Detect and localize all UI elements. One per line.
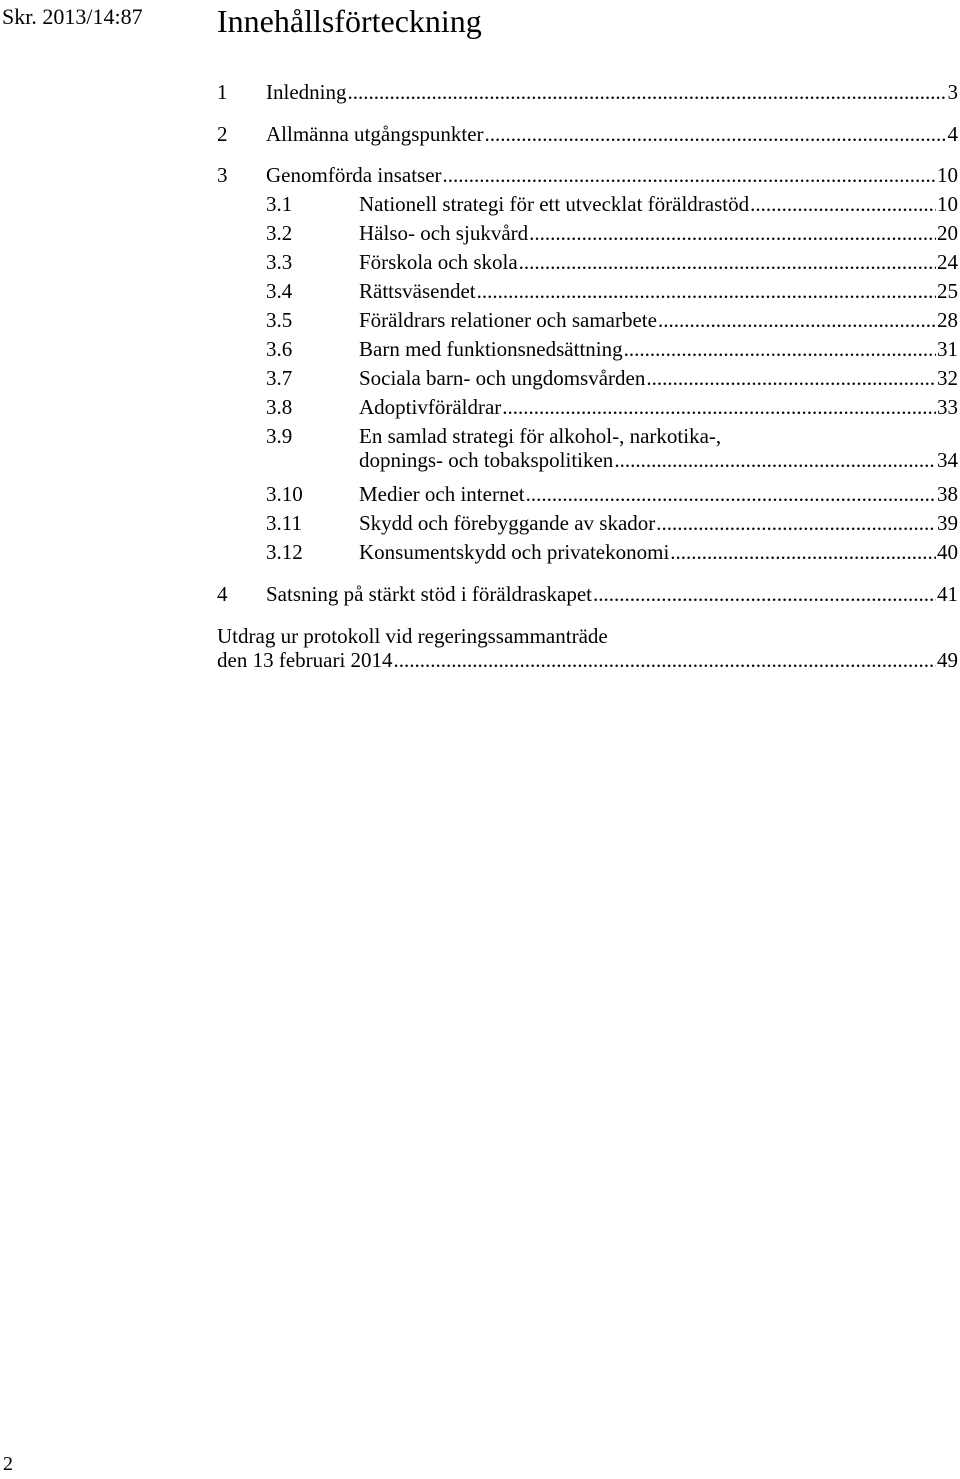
toc-number: 3.6 <box>266 337 293 361</box>
toc-number: 3.11 <box>266 511 302 535</box>
toc-entry-3-11[interactable] <box>266 511 958 535</box>
dot-leader <box>658 308 936 332</box>
toc-number: 3.5 <box>266 308 293 332</box>
toc-title: Barn med funktionsnedsättning <box>359 337 623 361</box>
toc-page-number: 3 <box>947 80 958 104</box>
dot-leader <box>347 80 946 104</box>
toc-entry-protocol-extract[interactable] <box>217 624 958 672</box>
toc-entry-3-6[interactable] <box>266 337 958 361</box>
toc-page-number: 32 <box>937 366 958 390</box>
toc-title: Allmänna utgångspunkter <box>266 122 484 146</box>
toc-title: Förskola och skola <box>359 250 518 274</box>
toc-page-number: 39 <box>937 511 958 535</box>
toc-entry-3-12[interactable] <box>266 540 958 564</box>
dot-leader <box>443 163 936 187</box>
toc-title: Rättsväsendet <box>359 279 476 303</box>
dot-leader <box>394 648 936 672</box>
toc-entry-2[interactable] <box>217 122 958 146</box>
toc-number: 3.8 <box>266 395 293 419</box>
toc-page-number: 34 <box>937 448 958 472</box>
toc-entry-3-10[interactable] <box>266 482 958 506</box>
toc-page-number: 25 <box>937 279 958 303</box>
document-id: Skr. 2013/14:87 <box>2 4 143 29</box>
toc-number: 3.4 <box>266 279 293 303</box>
toc-number: 3.10 <box>266 482 303 506</box>
toc-number: 3.9 <box>266 424 293 448</box>
dot-leader <box>646 366 936 390</box>
toc-page-number: 38 <box>937 482 958 506</box>
toc-number: 3.1 <box>266 192 293 216</box>
toc-title: Inledning <box>266 80 347 104</box>
dot-leader <box>624 337 936 361</box>
toc-page-number: 10 <box>937 163 958 187</box>
toc-number: 3.7 <box>266 366 293 390</box>
toc-page-number: 28 <box>937 308 958 332</box>
toc-entry-3-5[interactable] <box>266 308 958 332</box>
dot-leader <box>477 279 936 303</box>
toc-entry-4[interactable] <box>217 582 958 606</box>
toc-title: Konsumentskydd och privatekonomi <box>359 540 670 564</box>
toc-title: Sociala barn- och ungdomsvården <box>359 366 646 390</box>
dot-leader <box>614 448 936 472</box>
toc-number: 3.2 <box>266 221 293 245</box>
toc-entry-3-1[interactable] <box>266 192 958 216</box>
toc-number: 3.3 <box>266 250 293 274</box>
toc-title: Satsning på stärkt stöd i föräldraskapet <box>266 582 593 606</box>
toc-number: 3.12 <box>266 540 303 564</box>
dot-leader <box>526 482 936 506</box>
dot-leader <box>750 192 936 216</box>
toc-entry-3[interactable] <box>217 163 958 187</box>
toc-page-number: 49 <box>937 648 958 672</box>
toc-page-number: 4 <box>947 122 958 146</box>
toc-entry-3-4[interactable] <box>266 279 958 303</box>
toc-title: Medier och internet <box>359 482 525 506</box>
toc-title-continuation: dopnings- och tobakspolitiken <box>359 448 614 472</box>
toc-title: Skydd och förebyggande av skador <box>359 511 656 535</box>
toc-entry-3-9[interactable] <box>266 424 958 472</box>
toc-page-number: 41 <box>937 582 958 606</box>
toc-page-number: 20 <box>937 221 958 245</box>
toc-title: Adoptivföräldrar <box>359 395 502 419</box>
toc-title: Nationell strategi för ett utvecklat föräldrastöd <box>359 192 750 216</box>
toc-page-number: 40 <box>937 540 958 564</box>
dot-leader <box>502 395 936 419</box>
dot-leader <box>670 540 936 564</box>
toc-number: 3 <box>217 163 228 187</box>
toc-page-number: 31 <box>937 337 958 361</box>
dot-leader <box>593 582 936 606</box>
toc-number: 1 <box>217 80 228 104</box>
toc-title: Utdrag ur protokoll vid regeringssammanträde <box>217 624 608 648</box>
toc-page-number: 24 <box>937 250 958 274</box>
toc-entry-3-2[interactable] <box>266 221 958 245</box>
dot-leader <box>485 122 947 146</box>
toc-entry-3-8[interactable] <box>266 395 958 419</box>
toc-entry-3-3[interactable] <box>266 250 958 274</box>
toc-page-number: 33 <box>937 395 958 419</box>
page-title: Innehållsförteckning <box>217 3 482 39</box>
toc-page-number: 10 <box>937 192 958 216</box>
toc-title-continuation: den 13 februari 2014 <box>217 648 393 672</box>
toc-title: En samlad strategi för alkohol-, narkotika-, <box>359 424 722 448</box>
toc-number: 4 <box>217 582 228 606</box>
dot-leader <box>519 250 936 274</box>
toc-entry-1[interactable] <box>217 80 958 104</box>
toc-number: 2 <box>217 122 228 146</box>
toc-title: Föräldrars relationer och samarbete <box>359 308 657 332</box>
toc-entry-3-7[interactable] <box>266 366 958 390</box>
dot-leader <box>656 511 936 535</box>
toc-title: Genomförda insatser <box>266 163 442 187</box>
dot-leader <box>529 221 936 245</box>
toc-title: Hälso- och sjukvård <box>359 221 529 245</box>
page-number: 2 <box>3 1453 13 1475</box>
